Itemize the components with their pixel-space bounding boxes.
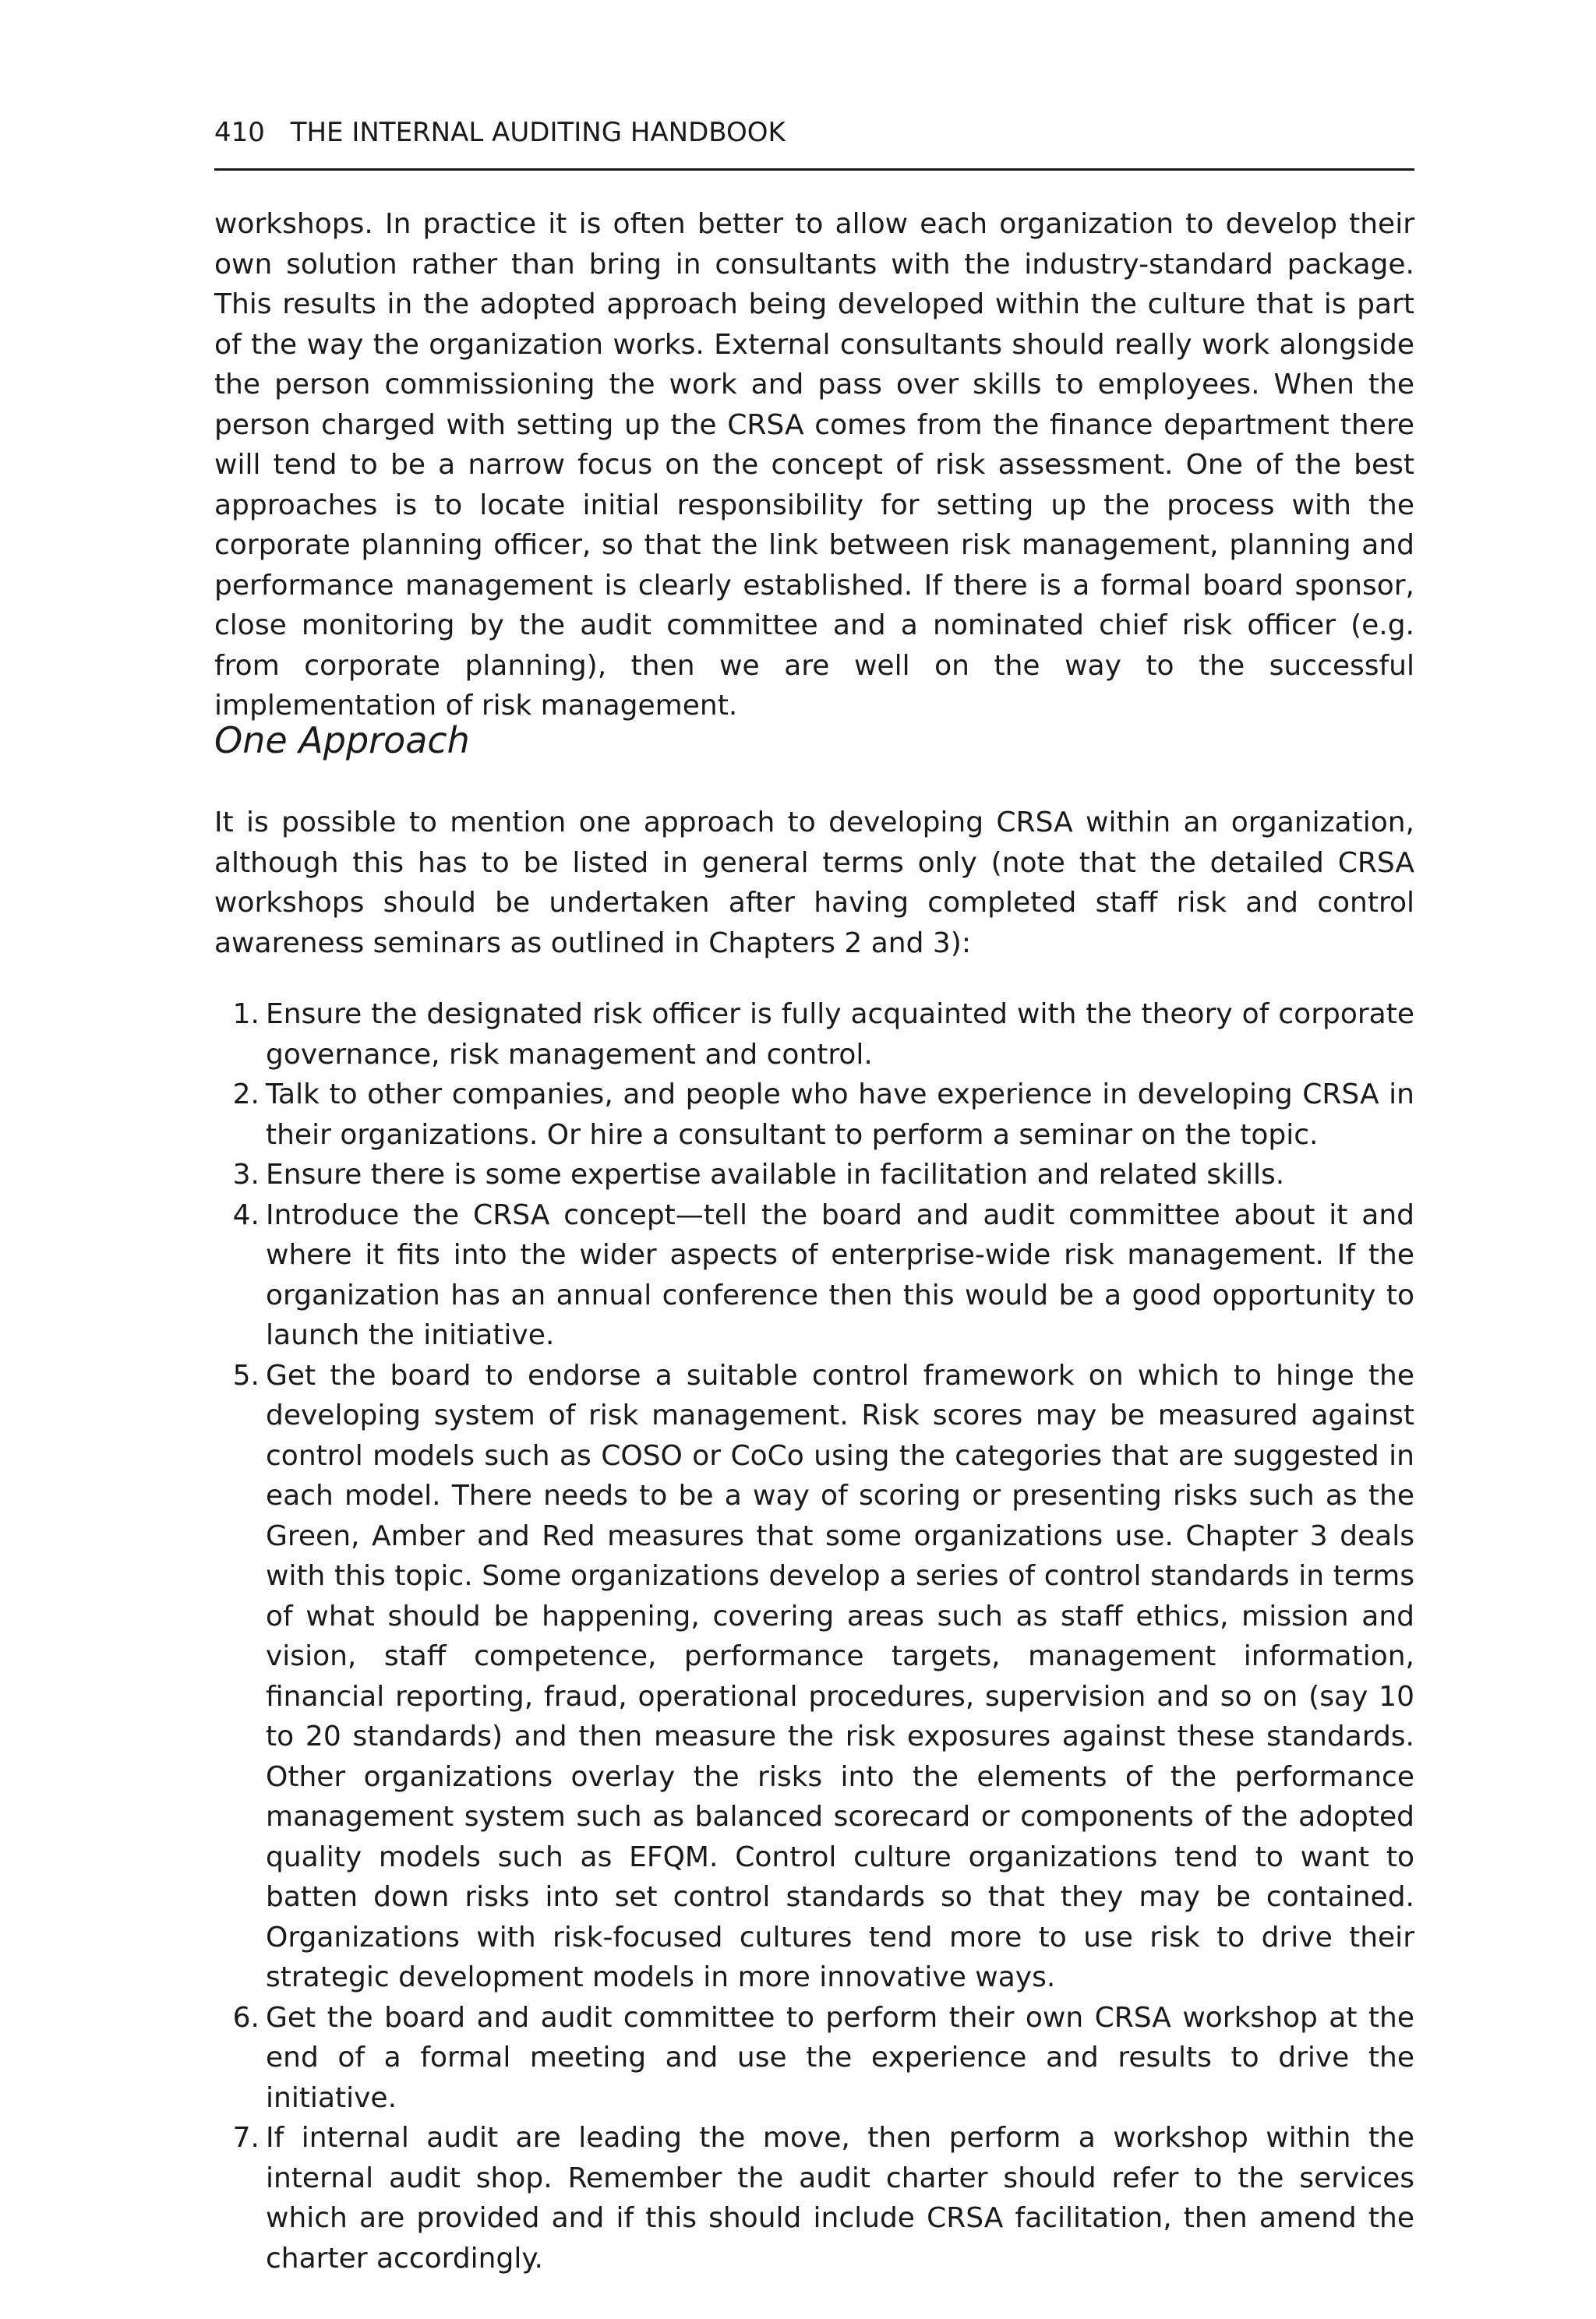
list-item-text: Get the board to endorse a suitable control framework on which to hinge the developing system of risk management. Risk scores may be measured against control models such as COSO or CoCo using the categories that are suggested in each model. There needs to be a way of scoring or presenting risks such as the Green, Amber and Red measures that some organizations use. Chapter 3 deals with this topic. Some organizations develop a series of control standards in terms of what should be happening, covering areas such as staff ethics, mission and vision, staff competence, performance targets, management information, financial reporting, fraud, operational procedures, supervision and so on (say 10 to 20 standards) and then measure the risk exposures against these standards. Other organizations overlay the risks into the elements of the performance management system such as balanced scorecard or components of the adopted quality models such as EFQM. Control culture organizations tend to want to batten down risks into set control standards so that they may be contained. Organizations with risk-focused cultures tend more to use risk to drive their strategic development models in more innovative ways. <box>266 1359 1414 1993</box>
section-lead-paragraph: It is possible to mention one approach to developing CRSA within an organization, although this has to be listed in general terms only (note that the detailed CRSA workshops should be undertaken after having completed staff risk and control awareness seminars as outlined in Chapters 2 and 3): <box>214 807 1414 959</box>
list-item <box>214 1356 1414 1998</box>
list-item <box>214 994 1414 1075</box>
page-number: 410 <box>214 117 265 148</box>
book-title: THE INTERNAL AUDITING HANDBOOK <box>290 117 786 148</box>
intro-paragraph: workshops. In practice it is often better to allow each organization to develop their own solution rather than bring in consultants with the industry-standard package. This results in the adopted approach being developed within the culture that is part of the way the organization works. External consultants should really work alongside the person commissioning the work and pass over skills to employees. When the person charged with setting up the CRSA comes from the finance department there will tend to be a narrow focus on the concept of risk assessment. One of the best approaches is to locate initial responsibility for setting up the process with the corporate planning officer, so that the link between risk management, planning and performance management is clearly established. If there is a formal board sponsor, close monitoring by the audit committee and a nominated chief risk officer (e.g. from corporate planning), then we are well on the way to the successful implementation of risk management. <box>214 208 1414 722</box>
list-item-text: Introduce the CRSA concept—tell the board and audit committee about it and where it fits into the wider aspects of enterprise-wide risk management. If the organization has an annual conference then this would be a good opportunity to launch the initiative. <box>266 1198 1414 1351</box>
list-item <box>214 1155 1414 1195</box>
running-header <box>214 117 1414 171</box>
list-item <box>214 1075 1414 1155</box>
list-item-number: 1. <box>232 998 260 1030</box>
list-item <box>214 2118 1414 2278</box>
list-item <box>214 1195 1414 1356</box>
list-item-number: 5. <box>232 1359 260 1392</box>
list-item-text: If internal audit are leading the move, then perform a workshop within the internal audit shop. Remember the audit charter should refer to the services which are provided and if this should include CRSA facilitation, then amend the charter accordingly. <box>266 2122 1414 2275</box>
approach-steps-list <box>214 994 1414 2278</box>
list-item-text: Talk to other companies, and people who have experience in developing CRSA in their organizations. Or hire a consultant to perform a seminar on the topic. <box>266 1078 1414 1151</box>
list-item-text: Ensure there is some expertise available in facilitation and related skills. <box>266 1159 1285 1191</box>
list-item-number: 4. <box>232 1198 260 1231</box>
list-item-number: 2. <box>232 1078 260 1110</box>
list-item <box>214 1998 1414 2119</box>
section-heading: One Approach <box>214 719 470 761</box>
list-item-number: 7. <box>232 2122 260 2154</box>
list-item-text: Get the board and audit committee to perform their own CRSA workshop at the end of a formal meeting and use the experience and results to drive the initiative. <box>266 2001 1414 2114</box>
list-item-number: 6. <box>232 2001 260 2034</box>
list-item-text: Ensure the designated risk officer is fully acquainted with the theory of corporate governance, risk management and control. <box>266 998 1414 1071</box>
list-item-number: 3. <box>232 1159 260 1191</box>
